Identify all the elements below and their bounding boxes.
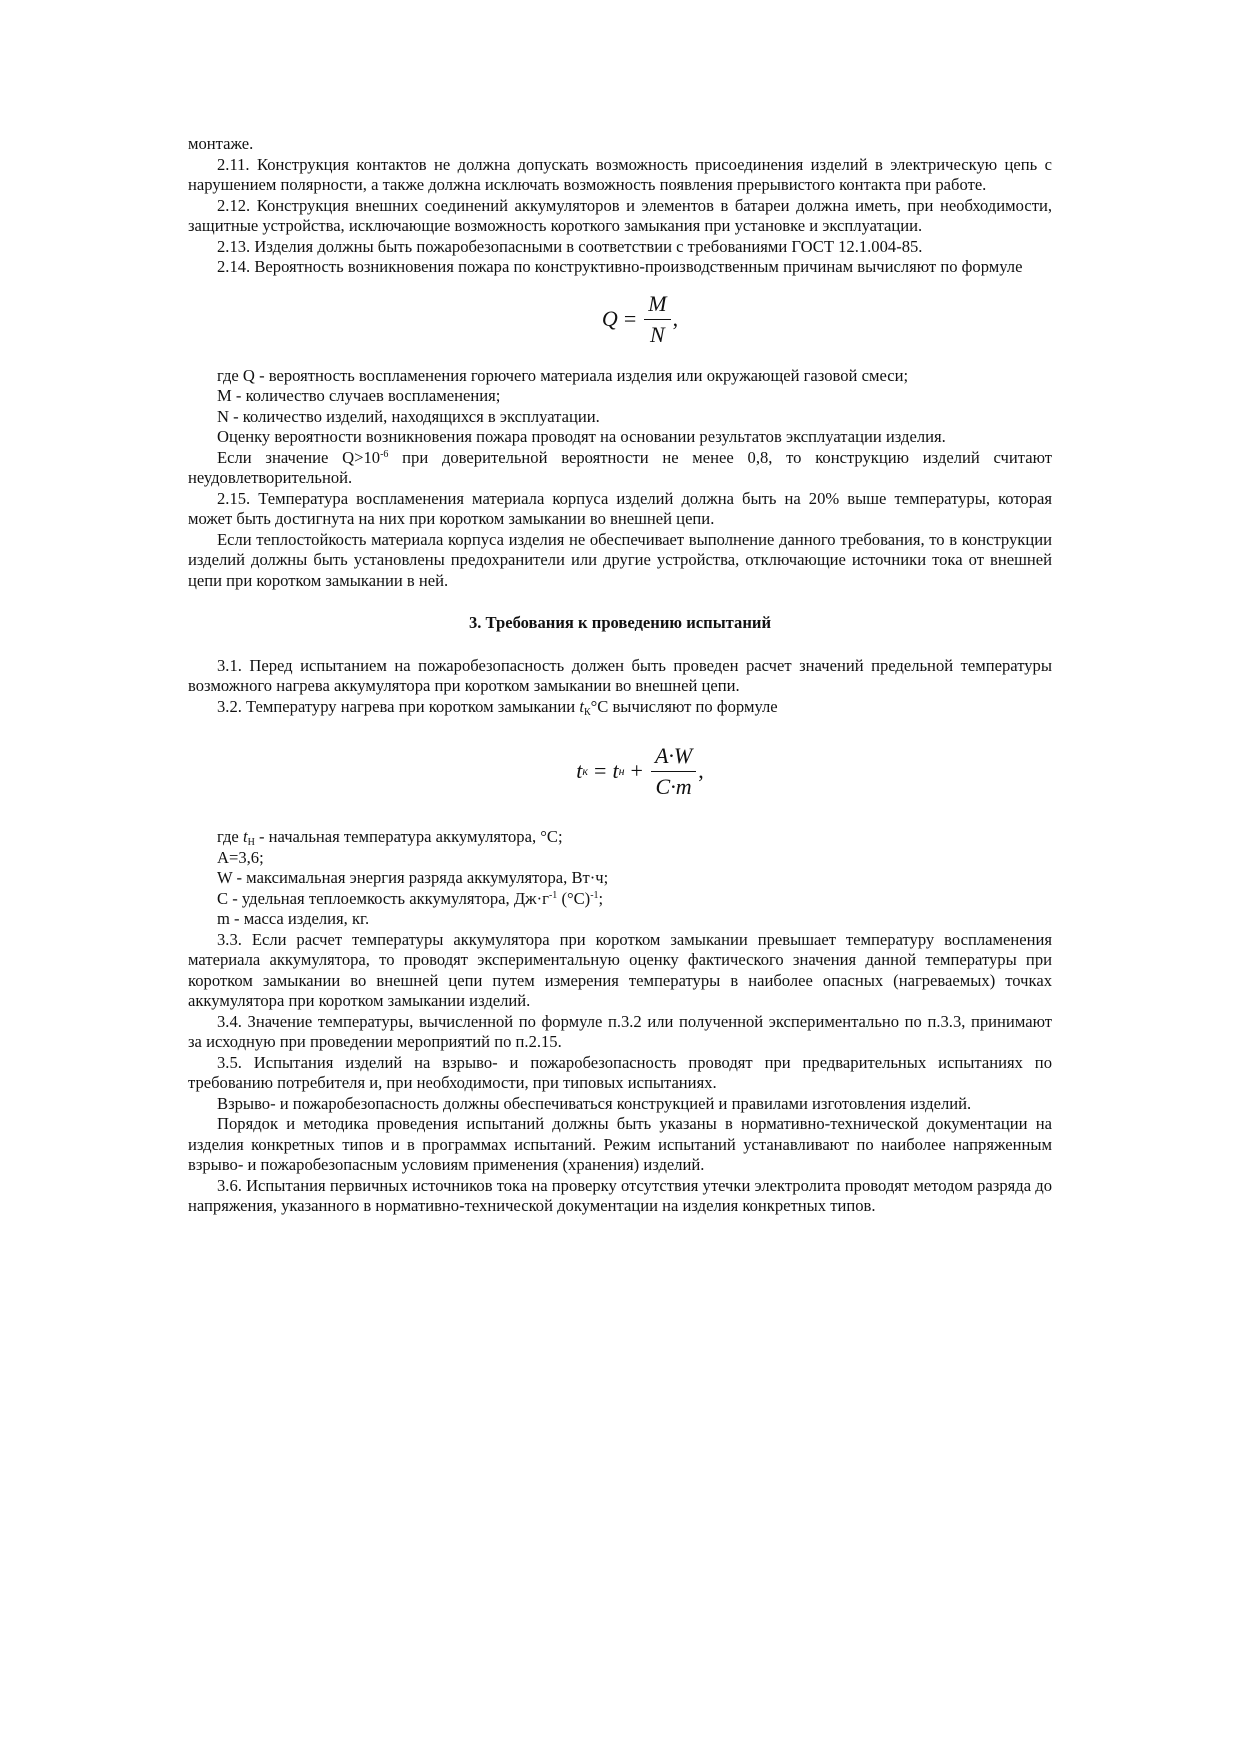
var: t: [579, 696, 584, 716]
text: С - удельная теплоемкость аккумулятора, Дж·г: [217, 888, 549, 908]
formula-var: Q: [601, 306, 618, 332]
paragraph-2-15: 2.15. Температура воспламенения материала корпуса изделий должна быть на 20% выше температуры, которая может быть достигнута на них при коротком замыкании во внешней цепи.: [188, 488, 1052, 528]
superscript: -1: [548, 889, 558, 901]
paragraph: А=3,6;: [217, 847, 264, 867]
paragraph: М - количество случаев воспламенения;: [217, 386, 501, 405]
formula-var: t: [576, 757, 583, 783]
text: Если значение Q>10: [217, 447, 381, 467]
document-page: [188, 134, 1052, 1217]
paragraph-2-11: 2.11. Конструкция контактов не должна допускать возможность присоединения изделий в электрическую цепь с нарушением полярности, а также должна исключать возможность появления прерывистого контакта при работе.: [188, 154, 1052, 194]
superscript: -6: [380, 448, 389, 460]
text: ;: [598, 888, 604, 908]
text: (°С): [557, 888, 591, 908]
paragraph-2-12: 2.12. Конструкция внешних соединений аккумуляторов и элементов в батареи должна иметь, при необходимости, защитные устройства, исключающие возможность короткого замыкания при установке и эксплуатации.: [188, 195, 1052, 235]
formula-comma: ,: [672, 306, 679, 332]
paragraph: Порядок и методика проведения испытаний должны быть указаны в нормативно-технической документации на изделия конкретных типов и в программах испытаний. Режим испытаний устанавливают по наиболее напряженным взрыво- и пожаробезопасным условиям применения (хранения) изделий.: [188, 1114, 1052, 1174]
paragraph: Оценку вероятности возникновения пожара проводят на основании результатов эксплуатации изделия.: [217, 427, 946, 446]
paragraph-3-1: 3.1. Перед испытанием на пожаробезопасность должен быть проведен расчет значений предельной температуры возможного нагрева аккумулятора при коротком замыкании во внешней цепи.: [188, 655, 1052, 695]
text: °С вычисляют по формуле: [590, 696, 778, 716]
text: - начальная температура аккумулятора, °С;: [254, 827, 563, 846]
paragraph: где Q - вероятность воспламенения горючего материала изделия или окружающей газовой смеси;: [217, 365, 909, 385]
denominator: N: [650, 322, 665, 347]
fraction: [651, 743, 696, 800]
fraction: [644, 291, 670, 348]
paragraph: [188, 448, 1052, 489]
paragraph-2-13: 2.13. Изделия должны быть пожаробезопасными в соответствии с требованиями ГОСТ 12.1.004-85.: [217, 236, 923, 256]
paragraph: W - максимальная энергия разряда аккумулятора, Вт·ч;: [217, 868, 609, 887]
section-heading: 3. Требования к проведению испытаний: [468, 613, 772, 632]
text: где: [217, 827, 243, 846]
paragraph-2-14: 2.14. Вероятность возникновения пожара по конструктивно-производственным причинам вычисляют по формуле: [217, 257, 1023, 276]
paragraph-3-5: 3.5. Испытания изделий на взрыво- и пожаробезопасность проводят при предварительных испытаниях по требованию потребителя и, при необходимости, при типовых испытаниях.: [188, 1052, 1052, 1092]
paragraph: [188, 889, 1052, 910]
denominator: C·m: [655, 773, 692, 799]
superscript: -1: [590, 889, 599, 901]
paragraph-3-4: 3.4. Значение температуры, вычисленной по формуле п.3.2 или полученной экспериментально по п.3.3, принимают за исходную при проведении мероприятий по п.2.15.: [188, 1011, 1052, 1051]
paragraph: монтаже.: [188, 134, 254, 153]
numerator: M: [644, 291, 670, 320]
var: t: [242, 827, 248, 846]
formula-q: [228, 288, 1052, 352]
paragraph: m - масса изделия, кг.: [217, 909, 370, 928]
numerator: A·W: [651, 743, 696, 772]
subscript: Н: [247, 837, 255, 848]
formula-op: =: [623, 306, 637, 332]
paragraph-3-2: [188, 697, 1052, 718]
formula-subscript: н: [618, 763, 625, 778]
paragraph-3-3: 3.3. Если расчет температуры аккумулятора при коротком замыкании превышает температуру воспламенения материала аккумулятора, то проводят экспериментальную оценку фактического значения данной температуры при коротком замыкании во внешней цепи путем измерения температуры в наиболее опасных (нагреваемых) точках аккумулятора при коротком замыкании изделий.: [188, 929, 1052, 1010]
formula-tk: [228, 737, 1052, 805]
paragraph: Если теплостойкость материала корпуса изделия не обеспечивает выполнение данного требования, то в конструкции изделий должны быть установлены предохранители или другие устройства, отключающие источники тока от внешней цепи при коротком замыкании в ней.: [188, 529, 1052, 590]
paragraph: N - количество изделий, находящихся в эксплуатации.: [217, 406, 600, 426]
paragraph: [188, 827, 1052, 848]
formula-op: +: [630, 757, 643, 783]
text: 3.2. Температуру нагрева при коротком замыкании: [217, 696, 580, 716]
formula-var: t: [612, 757, 619, 783]
paragraph: Взрыво- и пожаробезопасность должны обеспечиваться конструкцией и правилами изготовления изделий.: [217, 1093, 972, 1113]
subscript: К: [583, 706, 591, 718]
formula-op: =: [594, 757, 607, 783]
formula-subscript: к: [582, 763, 589, 778]
paragraph-3-6: 3.6. Испытания первичных источников тока на проверку отсутствия утечки электролита проводят методом разряда до напряжения, указанного в нормативно-технической документации на изделия конкретных типов.: [188, 1175, 1052, 1215]
text: при доверительной вероятности не менее 0,8, то конструкцию изделий считают неудовлетворительной.: [188, 447, 1052, 487]
formula-comma: ,: [698, 757, 704, 783]
